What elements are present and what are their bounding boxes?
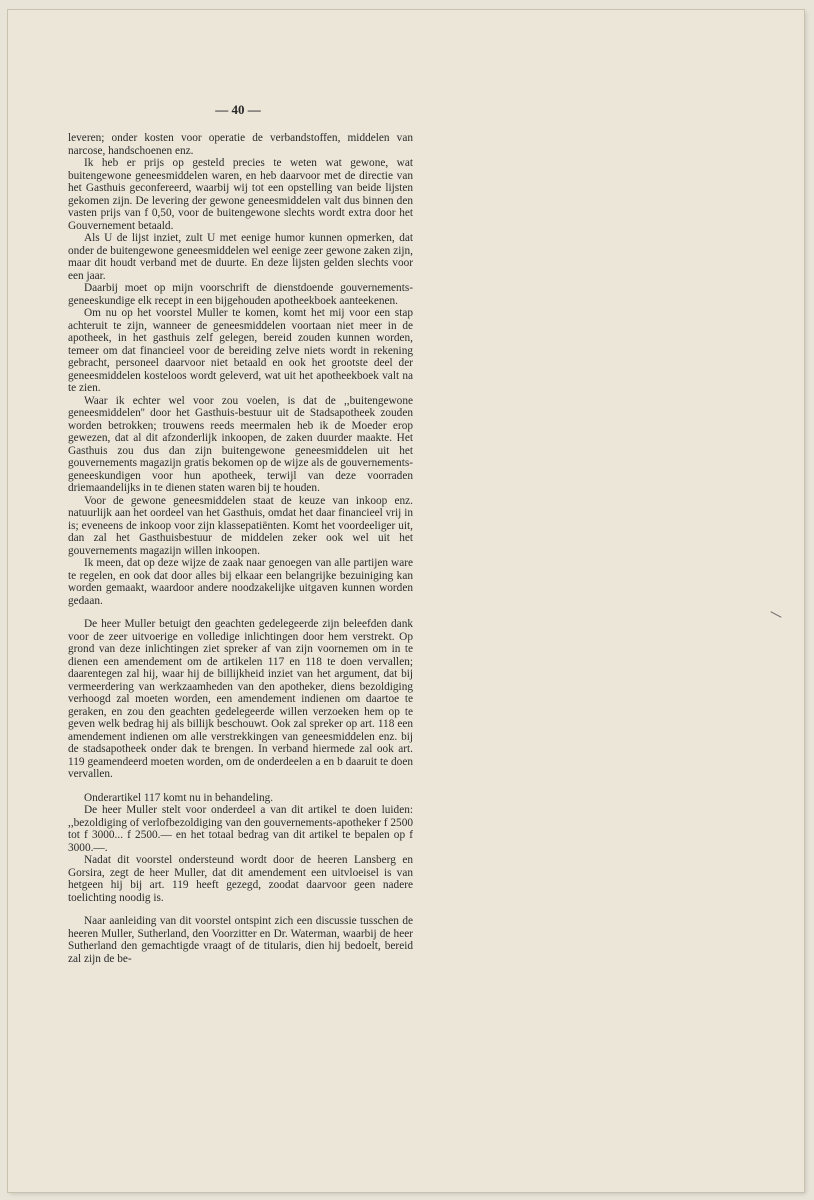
paragraph: De heer Muller stelt voor onderdeel a van dit artikel te doen luiden: ,,bezoldiging of verlofbezoldiging van den gouvernements-apotheker f 2500 tot f 3000... f 2500.— en het totaal bedrag van dit artikel te bepalen op f 3000.—. bbox=[68, 804, 413, 854]
paragraph: Daarbij moet op mijn voorschrift de dienstdoende gouvernements-geneeskundige elk recept in een bijgehouden apotheekboek aanteekenen. bbox=[68, 282, 413, 307]
paragraph: Waar ik echter wel voor zou voelen, is dat de ,,buitengewone geneesmiddelen'' door het Gasthuis-bestuur uit de Stadsapotheek zouden worden betrokken; trouwens reeds meermalen heb ik de Moeder erop gewezen, dat al dit afzonderlijk inkoopen, de zaken duurder maakte. Het Gasthuis zou dus dan zijn buitengewone geneesmiddelen uit het gouvernements magazijn gratis bekomen op de wijze als de gouvernements-geneeskundigen voor hun apotheek, terwijl van deze voorraden driemaandelijks in te dienen staten waren bij te houden. bbox=[68, 394, 413, 494]
margin-mark bbox=[770, 611, 781, 618]
paragraph: Als U de lijst inziet, zult U met eenige humor kunnen opmerken, dat onder de buitengewone geneesmiddelen wel eenige zeer gewone zaken zijn, maar dit houdt verband met de duurte. En deze lijsten gelden slechts voor een jaar. bbox=[68, 232, 413, 282]
text-column bbox=[68, 132, 413, 965]
paragraph: Ik meen, dat op deze wijze de zaak naar genoegen van alle partijen ware te regelen, en ook dat door alles bij elkaar een belangrijke bezuiniging kan worden gemaakt, waardoor andere noodzakelijke uitgaven kunnen worden gedaan. bbox=[68, 557, 413, 607]
paragraph: Onderartikel 117 komt nu in behandeling. bbox=[84, 791, 274, 804]
paragraph: Om nu op het voorstel Muller te komen, komt het mij voor een stap achteruit te zijn, wanneer de geneesmiddelen voortaan niet meer in de apotheek, in het gasthuis zelf gelegen, bereid zouden kunnen worden, temeer om dat financieel voor de bereiding zelve niets wordt in rekening gebracht, personeel daarvoor niet betaald en ook het grootste deel der geneesmiddelen kosteloos wordt geleverd, wat uit het apotheekboek valt na te zien. bbox=[68, 307, 413, 394]
paragraph: Voor de gewone geneesmiddelen staat de keuze van inkoop enz. natuurlijk aan het oordeel van het Gasthuis, omdat het daar financieel vrij in is; eveneens de inkoop voor zijn klassepatiënten. Komt het voordeeliger uit, dan zal het Gasthuisbestuur de middelen zeker ook wel uit het gouvernements magazijn willen inkoopen. bbox=[68, 494, 413, 557]
paragraph: Nadat dit voorstel ondersteund wordt door de heeren Lansberg en Gorsira, zegt de heer Muller, dat dit amendement een uitvloeisel is van hetgeen hij bij art. 119 heeft gezegd, zoodat daarvoor geen nadere toelichting noodig is. bbox=[68, 854, 413, 904]
document-page bbox=[8, 10, 804, 1192]
page-number: — 40 — bbox=[215, 102, 261, 117]
paragraph: De heer Muller betuigt den geachten gedelegeerde zijn beleefden dank voor de zeer uitvoerige en volledige inlichtingen door hem verstrekt. Op grond van deze inlichtingen ziet spreker af van zijn voornemen om in te dienen een amendement om de artikelen 117 en 118 te doen vervallen; daarentegen zal hij, waar hij de billijkheid inziet van het argument, dat bij vermeerdering van werkzaamheden van den apotheker, diens bezoldiging verhoogd zal moeten worden, een amendement indienen om daartoe te geraken, en zou den geachten gedelegeerde willen verzoeken hem op te geven welk bedrag hij als billijk beschouwt. Ook zal spreker op art. 118 een amendement indienen om alle verstrekkingen van geneesmiddelen enz. bij de stadsapotheek onder dak te brengen. In verband hiermede zal ook art. 119 geamendeerd moeten worden, om de onderdeelen a en b daaruit te doen vervallen. bbox=[68, 618, 413, 780]
paragraph: Naar aanleiding van dit voorstel ontspint zich een discussie tusschen de heeren Muller, Sutherland, den Voorzitter en Dr. Waterman, waarbij de heer Sutherland den gemachtigde vraagt of de titularis, dien hij bedoelt, bereid zal zijn de be- bbox=[68, 915, 413, 965]
paragraph: leveren; onder kosten voor operatie de verbandstoffen, middelen van narcose, handschoenen enz. bbox=[68, 132, 413, 157]
paragraph: Ik heb er prijs op gesteld precies te weten wat gewone, wat buitengewone geneesmiddelen waren, en heb daarvoor met de directie van het Gasthuis geconfereerd, waarbij wij tot een opstelling van beide lijsten gekomen zijn. De levering der gewone geneesmiddelen valt dus binnen den vasten prijs van f 0,50, voor de buitengewone slechts wordt extra door het Gouvernement betaald. bbox=[68, 157, 413, 232]
